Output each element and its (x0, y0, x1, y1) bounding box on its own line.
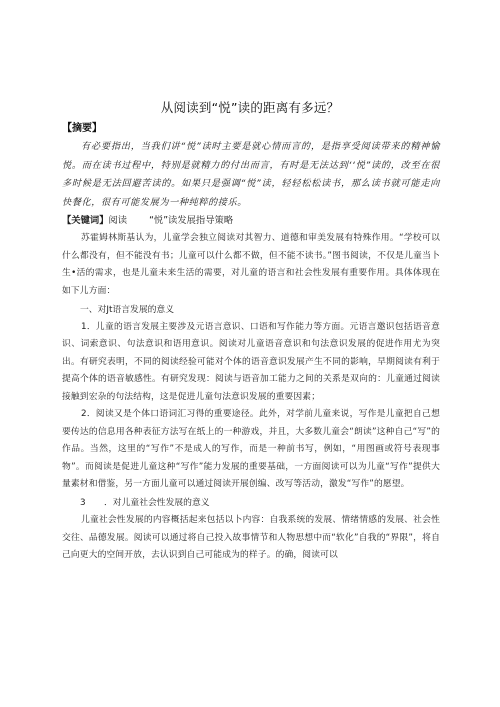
abstract-text: 有必要指出，当我们讲“悦”读时主要是就心情而言的，是指享受阅读带来的精神愉悦。而在读书过程中，特别是就精力的付出而言，有时是无法达到‘‘悦”读的，改至在很多时候是无法回避苦读的。如果只是强调“悦”读，轻轻松松读书，那么读书就可能走向快餐化，很有可能发展为一种纯粹的接乐。 (62, 141, 440, 208)
section-heading-language: 一、对Jt语言发展的意义 (80, 304, 175, 315)
body-paragraph-2: 2．阅读又是个体口语词汇习得的重要途径。此外，对学前儿童来说，写作是儿童把自己想要传达的信息用各种表征方法写在纸上的一种游戏，并且，大多数儿童会“朗读”这种自己“写”的作品。当然，这里的“写作”不是成人的写作，而是一种前书写，例如，“用图画或符号表现事物”。而阅读是促进儿童这种“写作”能力发展的重要基础，一方面阅读可以为儿童“写作”提供大量素材和借鉴，另一方面儿童可以通过阅读开展创编、改写等活动，激发“写作”的愿望。 (62, 409, 440, 490)
keywords-line (62, 212, 440, 230)
document-body (62, 120, 440, 565)
abstract-heading: 【摘要】 (62, 123, 102, 134)
body-paragraph-3: 儿童社会性发展的内容概括起来包括以卜内容：自我系统的发展、情绪情感的发展、社会性交往、品德发展。阅读可以通过将自己投入故事情节和人物思想中而“软化”自我的“界限”，将自己向更大的空间开放，去认识到自己可能成为的样子。的确，阅读可以 (62, 515, 440, 561)
document-title: 从阅读到“悦”读的距离有多远？ (160, 100, 340, 115)
body-paragraph-intro: 苏霍姆林斯基认为，儿童学会独立阅读对其智力、道德和审美发展有特殊作用。“学校可以什么都没有，但不能没有书；儿童可以什么都不做，但不能不读书。”图书阅读，不仅是儿童当卜生•活的需求，也是儿童未来生活的需要，对儿童的语言和社会性发展有重要作用。具体体现在如下儿方面： (62, 233, 440, 297)
keyword-2: “悦”读发展指导策略 (149, 215, 234, 227)
body-paragraph-1: 1．儿童的语言发展主要涉及元语言意识、口语和写作能力等方面。元语言邀识包括语音意识、词索意识、句法意识和语用意识。阅读对儿童语音意识和句法意识发展的促进作用尤为突出。有研究表明，不同的阅读经验可能对个体的语音意识发展产生不同的影响，早期阅读有利于提高个体的语音敏感性。有研究发现：阅读与语音加工能力之间的关系是双向的：儿童通过阅读接触到宏杂的句法结构，这是促进儿童句法意识发展的重要因素； (62, 321, 440, 402)
section-heading-social (62, 494, 440, 512)
section-heading-text: ．对儿童社会性发展的意义 (104, 498, 210, 509)
keywords-label: 【关键词】 (62, 215, 109, 227)
section-number: 3 (80, 498, 86, 509)
keyword-1: 阅读 (108, 215, 128, 227)
